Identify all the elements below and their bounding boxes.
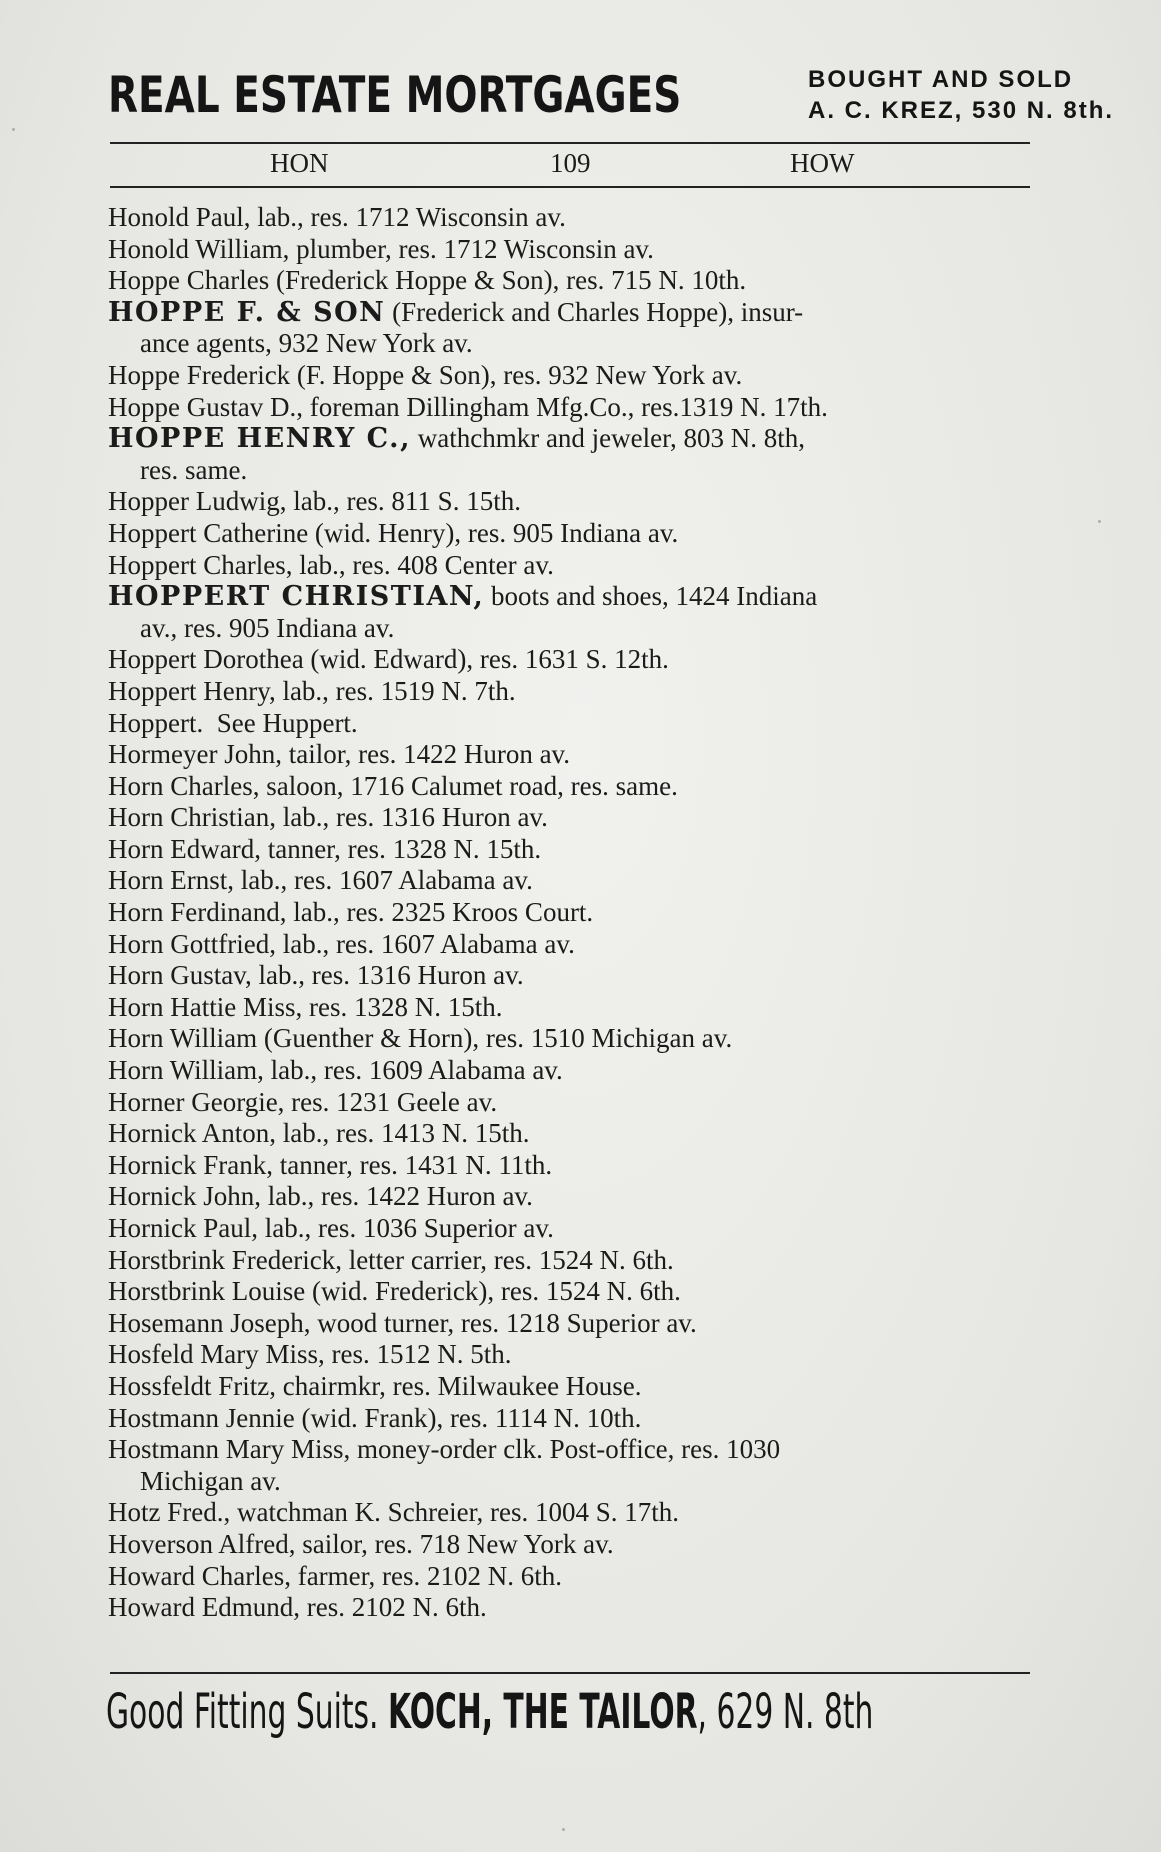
directory-entry	[108, 1308, 1048, 1340]
entry-text: Hoppe Gustav D., foreman Dillingham Mfg.Co., res.1319 N. 17th.	[108, 391, 828, 422]
entry-text: Horn William (Guenther & Horn), res. 1510 Michigan av.	[108, 1023, 733, 1054]
directory-entry	[108, 486, 1048, 518]
footer-ad-slogan: Good Fitting Suits.	[106, 1684, 388, 1740]
entry-text: Hoppert Dorothea (wid. Edward), res. 1631 S. 12th.	[108, 644, 669, 675]
directory-entry	[108, 234, 1048, 266]
directory-entry	[108, 1055, 1048, 1087]
entry-text: Hosemann Joseph, wood turner, res. 1218 Superior av.	[108, 1307, 697, 1338]
directory-entry	[108, 1339, 1048, 1371]
directory-entry	[108, 297, 1048, 329]
running-head-right: HOW	[790, 148, 855, 178]
entry-text: Horstbrink Frederick, letter carrier, res. 1524 N. 6th.	[108, 1244, 674, 1275]
entry-text: av., res. 905 Indiana av.	[140, 612, 395, 643]
entry-text: Horn Charles, saloon, 1716 Calumet road, res. same.	[108, 770, 678, 801]
directory-entry	[108, 834, 1048, 866]
directory-entry	[108, 423, 1048, 455]
entry-text: Hornick Paul, lab., res. 1036 Superior av.	[108, 1213, 554, 1243]
directory-entry	[108, 581, 1048, 613]
entry-bold-name: HOPPE F. & SON	[108, 296, 386, 328]
entry-text: Hoppert Catherine (wid. Henry), res. 905 Indiana av.	[108, 517, 679, 548]
entry-continuation	[108, 455, 1048, 487]
header-advertisement	[108, 56, 1115, 128]
directory-entry	[108, 1213, 1048, 1245]
directory-entry	[108, 518, 1048, 550]
ad-tagline-line1: BOUGHT AND SOLD	[808, 66, 1074, 93]
entry-text: Horn Gottfried, lab., res. 1607 Alabama av.	[108, 928, 575, 959]
directory-entry	[108, 897, 1048, 929]
entry-text: Honold Paul, lab., res. 1712 Wisconsin av.	[108, 202, 566, 232]
entry-text: Hornick Frank, tanner, res. 1431 N. 11th.	[108, 1149, 553, 1180]
entry-text: Hotz Fred., watchman K. Schreier, res. 1004 S. 17th.	[108, 1497, 680, 1528]
directory-entry	[108, 960, 1048, 992]
directory-entry	[108, 1023, 1048, 1055]
entry-text: Horn Ernst, lab., res. 1607 Alabama av.	[108, 865, 533, 896]
directory-entry	[108, 802, 1048, 834]
footer-ad-tailor: KOCH, THE TAILOR	[387, 1684, 698, 1740]
entry-continuation	[108, 1466, 1048, 1498]
directory-entry	[108, 1245, 1048, 1277]
entry-text: Hormeyer John, tailor, res. 1422 Huron av.	[108, 739, 571, 770]
directory-entry	[108, 360, 1048, 392]
entry-text: Hostmann Mary Miss, money-order clk. Post-office, res. 1030	[108, 1434, 781, 1465]
entry-text: (Frederick and Charles Hoppe), insur-	[385, 296, 804, 327]
entry-text: Honold William, plumber, res. 1712 Wisconsin av.	[108, 233, 654, 264]
directory-entry	[108, 1592, 1048, 1624]
entry-text: Hoppert Henry, lab., res. 1519 N. 7th.	[108, 675, 516, 706]
entry-text: Hoppert. See Huppert.	[108, 707, 358, 738]
directory-entry	[108, 1371, 1048, 1403]
entry-text: Hosfeld Mary Miss, res. 1512 N. 5th.	[108, 1339, 512, 1370]
entry-continuation	[108, 613, 1048, 645]
directory-entry	[108, 708, 1048, 740]
entry-text: Horn Ferdinand, lab., res. 2325 Kroos Court.	[108, 897, 594, 928]
entry-bold-name: HOPPERT CHRISTIAN,	[108, 581, 485, 613]
ad-tagline-line2: A. C. KREZ, 530 N. 8th.	[808, 97, 1115, 124]
paper-speck	[12, 128, 15, 131]
page-number: 109	[550, 148, 591, 178]
ad-tagline	[808, 64, 1114, 126]
entry-text: Horner Georgie, res. 1231 Geele av.	[108, 1086, 498, 1117]
footer-ad-address: , 629 N. 8th	[697, 1684, 874, 1740]
entry-continuation	[108, 328, 1048, 360]
entry-text: Horn Gustav, lab., res. 1316 Huron av.	[108, 960, 524, 991]
entry-text: Michigan av.	[140, 1465, 281, 1496]
top-rule	[110, 142, 1030, 144]
paper-speck	[562, 1828, 565, 1831]
entry-text: Hopper Ludwig, lab., res. 811 S. 15th.	[108, 486, 521, 517]
directory-entry	[108, 676, 1048, 708]
entry-text: Hoverson Alfred, sailor, res. 718 New York av.	[108, 1528, 614, 1559]
directory-entry	[108, 392, 1048, 424]
entry-text: Hossfeldt Fritz, chairmkr, res. Milwaukee House.	[108, 1370, 642, 1401]
entry-text: Horn Edward, tanner, res. 1328 N. 15th.	[108, 833, 542, 864]
entry-text: Hoppert Charles, lab., res. 408 Center av.	[108, 549, 554, 580]
directory-entry	[108, 771, 1048, 803]
directory-entry	[108, 1118, 1048, 1150]
entry-text: Howard Charles, farmer, res. 2102 N. 6th.	[108, 1560, 563, 1591]
entry-text: Hornick Anton, lab., res. 1413 N. 15th.	[108, 1118, 530, 1149]
entry-text: boots and shoes, 1424 Indiana	[484, 581, 818, 612]
directory-entry	[108, 1529, 1048, 1561]
directory-entry	[108, 550, 1048, 582]
entry-text: Horstbrink Louise (wid. Frederick), res. 1524 N. 6th.	[108, 1276, 681, 1307]
directory-entry	[108, 1150, 1048, 1182]
directory-entry	[108, 1181, 1048, 1213]
directory-entry	[108, 1561, 1048, 1593]
entry-text: wathchmkr and jeweler, 803 N. 8th,	[410, 423, 806, 454]
footer-advertisement	[106, 1680, 1046, 1750]
directory-entry	[108, 1434, 1048, 1466]
entry-text: Horn Hattie Miss, res. 1328 N. 15th.	[108, 991, 503, 1022]
directory-entry	[108, 739, 1048, 771]
running-head	[110, 145, 1030, 185]
entry-text: Hoppe Frederick (F. Hoppe & Son), res. 932 New York av.	[108, 359, 743, 390]
paper-speck	[1098, 520, 1101, 523]
directory-entry	[108, 992, 1048, 1024]
directory-entries	[108, 202, 1048, 1624]
directory-entry	[108, 644, 1048, 676]
entry-text: Hornick John, lab., res. 1422 Huron av.	[108, 1181, 533, 1212]
directory-entry	[108, 1276, 1048, 1308]
directory-entry	[108, 1497, 1048, 1529]
ad-headline: REAL ESTATE MORTGAGES	[108, 66, 682, 124]
entry-bold-name: HOPPE HENRY C.,	[108, 423, 411, 455]
footer-ad-text	[106, 1680, 873, 1744]
entry-text: Hoppe Charles (Frederick Hoppe & Son), res. 715 N. 10th.	[108, 265, 747, 296]
head-rule	[110, 186, 1030, 188]
entry-text: Hostmann Jennie (wid. Frank), res. 1114 N. 10th.	[108, 1402, 642, 1433]
bottom-rule	[110, 1672, 1030, 1674]
directory-entry	[108, 202, 1048, 234]
entry-text: res. same.	[140, 454, 248, 485]
directory-entry	[108, 865, 1048, 897]
entry-text: Howard Edmund, res. 2102 N. 6th.	[108, 1592, 487, 1623]
entry-text: Horn William, lab., res. 1609 Alabama av.	[108, 1055, 563, 1086]
directory-entry	[108, 1087, 1048, 1119]
directory-entry	[108, 929, 1048, 961]
directory-entry	[108, 1403, 1048, 1435]
entry-text: Horn Christian, lab., res. 1316 Huron av.	[108, 802, 548, 833]
directory-entry	[108, 265, 1048, 297]
entry-text: ance agents, 932 New York av.	[140, 328, 473, 359]
running-head-left: HON	[270, 148, 329, 178]
